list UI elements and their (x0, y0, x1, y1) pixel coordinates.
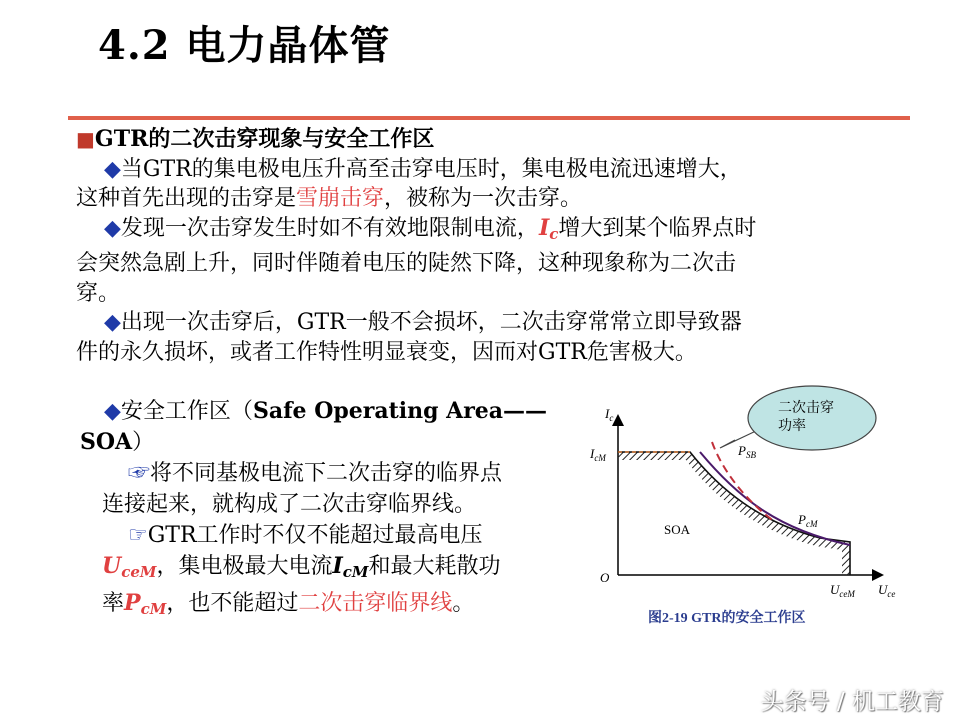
soa-boundary (618, 452, 850, 575)
avalanche-breakdown-term: 雪崩击穿 (296, 186, 385, 211)
diamond-bullet-icon: ◆ (104, 310, 121, 335)
watermark: 头条号 / 机工教育 (760, 689, 944, 715)
y-axis-label: $I_c$ (605, 406, 614, 423)
figure-caption: 图2-19 GTR的安全工作区 (648, 611, 806, 626)
pointing-hand-icon: ☞ (128, 461, 151, 486)
square-bullet-icon: ■ (76, 127, 95, 151)
pointing-hand-icon: ☞ (128, 523, 148, 548)
diamond-bullet-icon: ◆ (104, 399, 121, 424)
paragraph-2: ◆发现一次击穿发生时如不有效地限制电流，$I_c$增大到某个临界点时 (104, 214, 757, 243)
soa-hatch-band (618, 452, 850, 575)
origin-label: O (600, 570, 610, 585)
pcm-label: $P_{cM}$ (798, 512, 818, 529)
diamond-bullet-icon: ◆ (104, 156, 121, 182)
bubble-text-1: 二次击穿 (778, 401, 834, 416)
paragraph-3: ◆出现一次击穿后，GTR一般不会损坏，二次击穿常常立即导致器 (104, 310, 742, 335)
diamond-bullet-icon: ◆ (104, 215, 121, 241)
section-heading: ■GTR的二次击穿现象与安全工作区 (76, 126, 435, 152)
icm-label: $I_{cM}$ (590, 446, 606, 463)
soa-text: ◆安全工作区（Safe Operating Area—— SOA） ☞将不同基极电流下二次击穿的临界点 连接起来，就构成了二次击穿临界线。 ☞GTR工作时不仅不能超过最高电压 $U_{ceM}$，集电极最大电流$I_{cM}$和最大耗散功 率$P_{cM}$，也不能超过二次击穿临界线。 (80, 398, 548, 618)
page-title: 4.2 电力晶体管 (98, 22, 391, 69)
ucem-label: $U_{ceM}$ (830, 582, 855, 599)
bubble-text-2: 功率 (778, 419, 806, 434)
x-axis-label: $U_{ce}$ (878, 582, 896, 599)
soa-label: SOA (664, 522, 691, 537)
main-text: ■GTR的二次击穿现象与安全工作区 ◆当GTR的集电极电压升高至击穿电压时，集电极电流迅速增大， 这种首先出现的击穿是雪崩击穿，被称为一次击穿。 ◆发现一次击穿发生时如不有效地限制电流，$I_c$增大到某个临界点时 会突然急剧上升，同时伴随着电压的陡然下降，这种现象称为二次击 穿。 ◆出现一次击穿后，GTR一般不会损坏，二次击穿常常立即导致器 件的永久损坏，或者工作特性明显衰变，因而对GTR危害极大。 (76, 125, 916, 367)
paragraph-1: ◆当GTR的集电极电压升高至击穿电压时，集电极电流迅速增大， (104, 156, 742, 182)
psb-label: $P_{SB}$ (738, 443, 756, 460)
bubble (748, 386, 876, 450)
